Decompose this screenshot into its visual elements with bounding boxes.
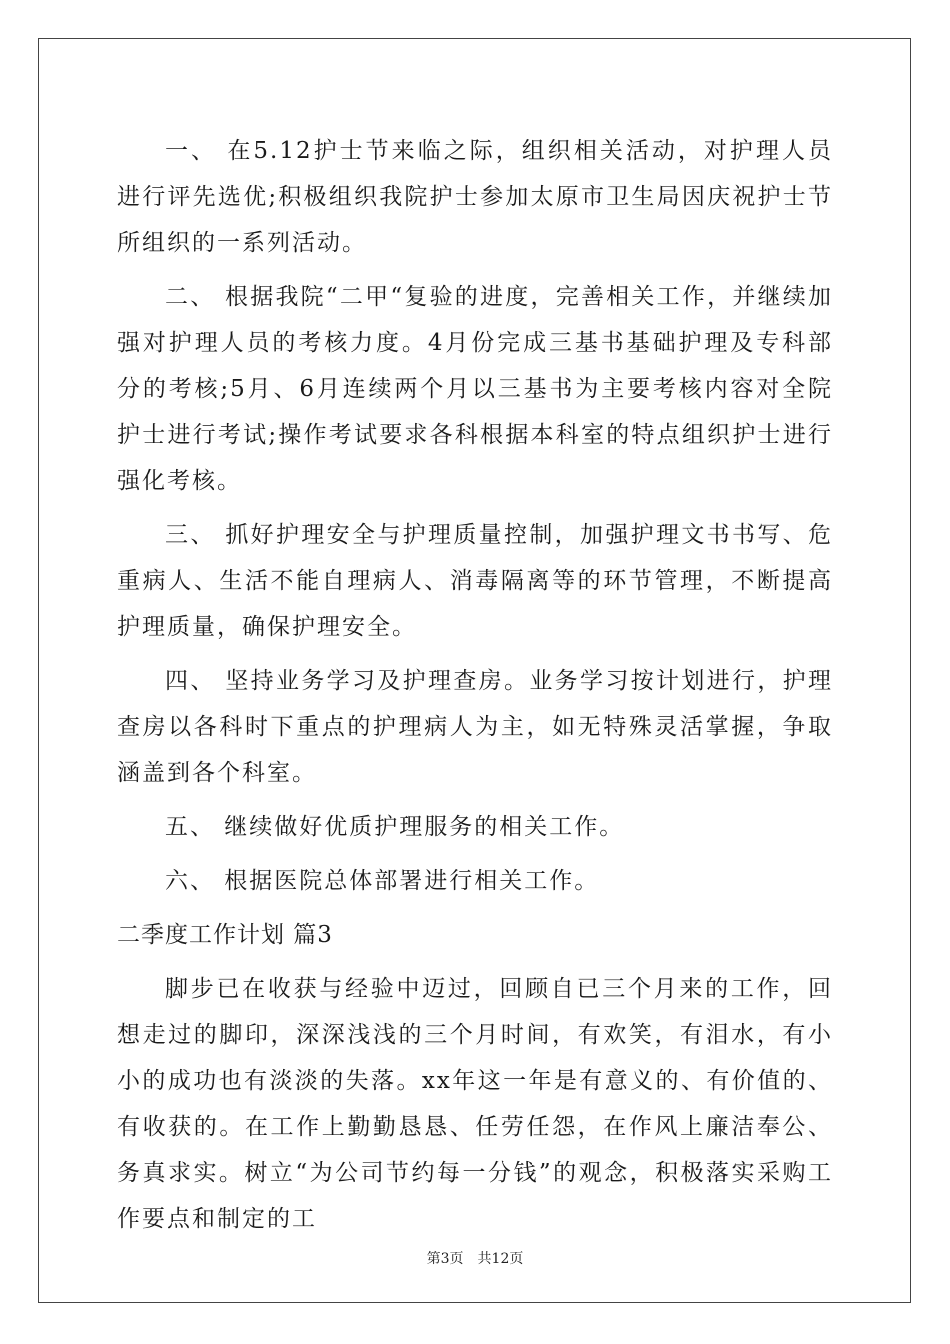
list-item-6: 六、 根据医院总体部署进行相关工作。 bbox=[165, 868, 600, 894]
list-item-2: 二、 根据我院“二甲“复验的进度，完善相关工作，并继续加强对护理人员的考核力度。4月份完成三基书基础护理及专科部分的考核;5月、6月连续两个月以三基书为主要考核内容对全院护士进行考试;操作考试要求各科根据本科室的特点组织护士进行强化考核。 bbox=[117, 284, 833, 494]
list-item-4: 四、 坚持业务学习及护理查房。业务学习按计划进行，护理查房以各科时下重点的护理病人为主，如无特殊灵活掌握，争取涵盖到各个科室。 bbox=[117, 668, 833, 786]
list-item-1: 一、 在5.12护士节来临之际，组织相关活动，对护理人员进行评先选优;积极组织我院护士参加太原市卫生局因庆祝护士节所组织的一系列活动。 bbox=[117, 138, 833, 256]
section-heading: 二季度工作计划 篇3 bbox=[117, 922, 333, 948]
list-item-5: 五、 继续做好优质护理服务的相关工作。 bbox=[165, 814, 625, 840]
body-paragraph: 脚步已在收获与经验中迈过，回顾自已三个月来的工作，回想走过的脚印，深深浅浅的三个月时间，有欢笑，有泪水，有小小的成功也有淡淡的失落。xx年这一年是有意义的、有价值的、有收获的。在工作上勤勤恳恳、任劳任怨，在作风上廉洁奉公、务真求实。树立“为公司节约每一分钱”的观念，积极落实采购工作要点和制定的工 bbox=[117, 976, 833, 1232]
document-body bbox=[117, 128, 833, 1250]
page-number-footer: 第3页 共12页 bbox=[426, 1251, 524, 1267]
list-item-3: 三、 抓好护理安全与护理质量控制，加强护理文书书写、危重病人、生活不能自理病人、消毒隔离等的环节管理，不断提高护理质量，确保护理安全。 bbox=[117, 522, 833, 640]
